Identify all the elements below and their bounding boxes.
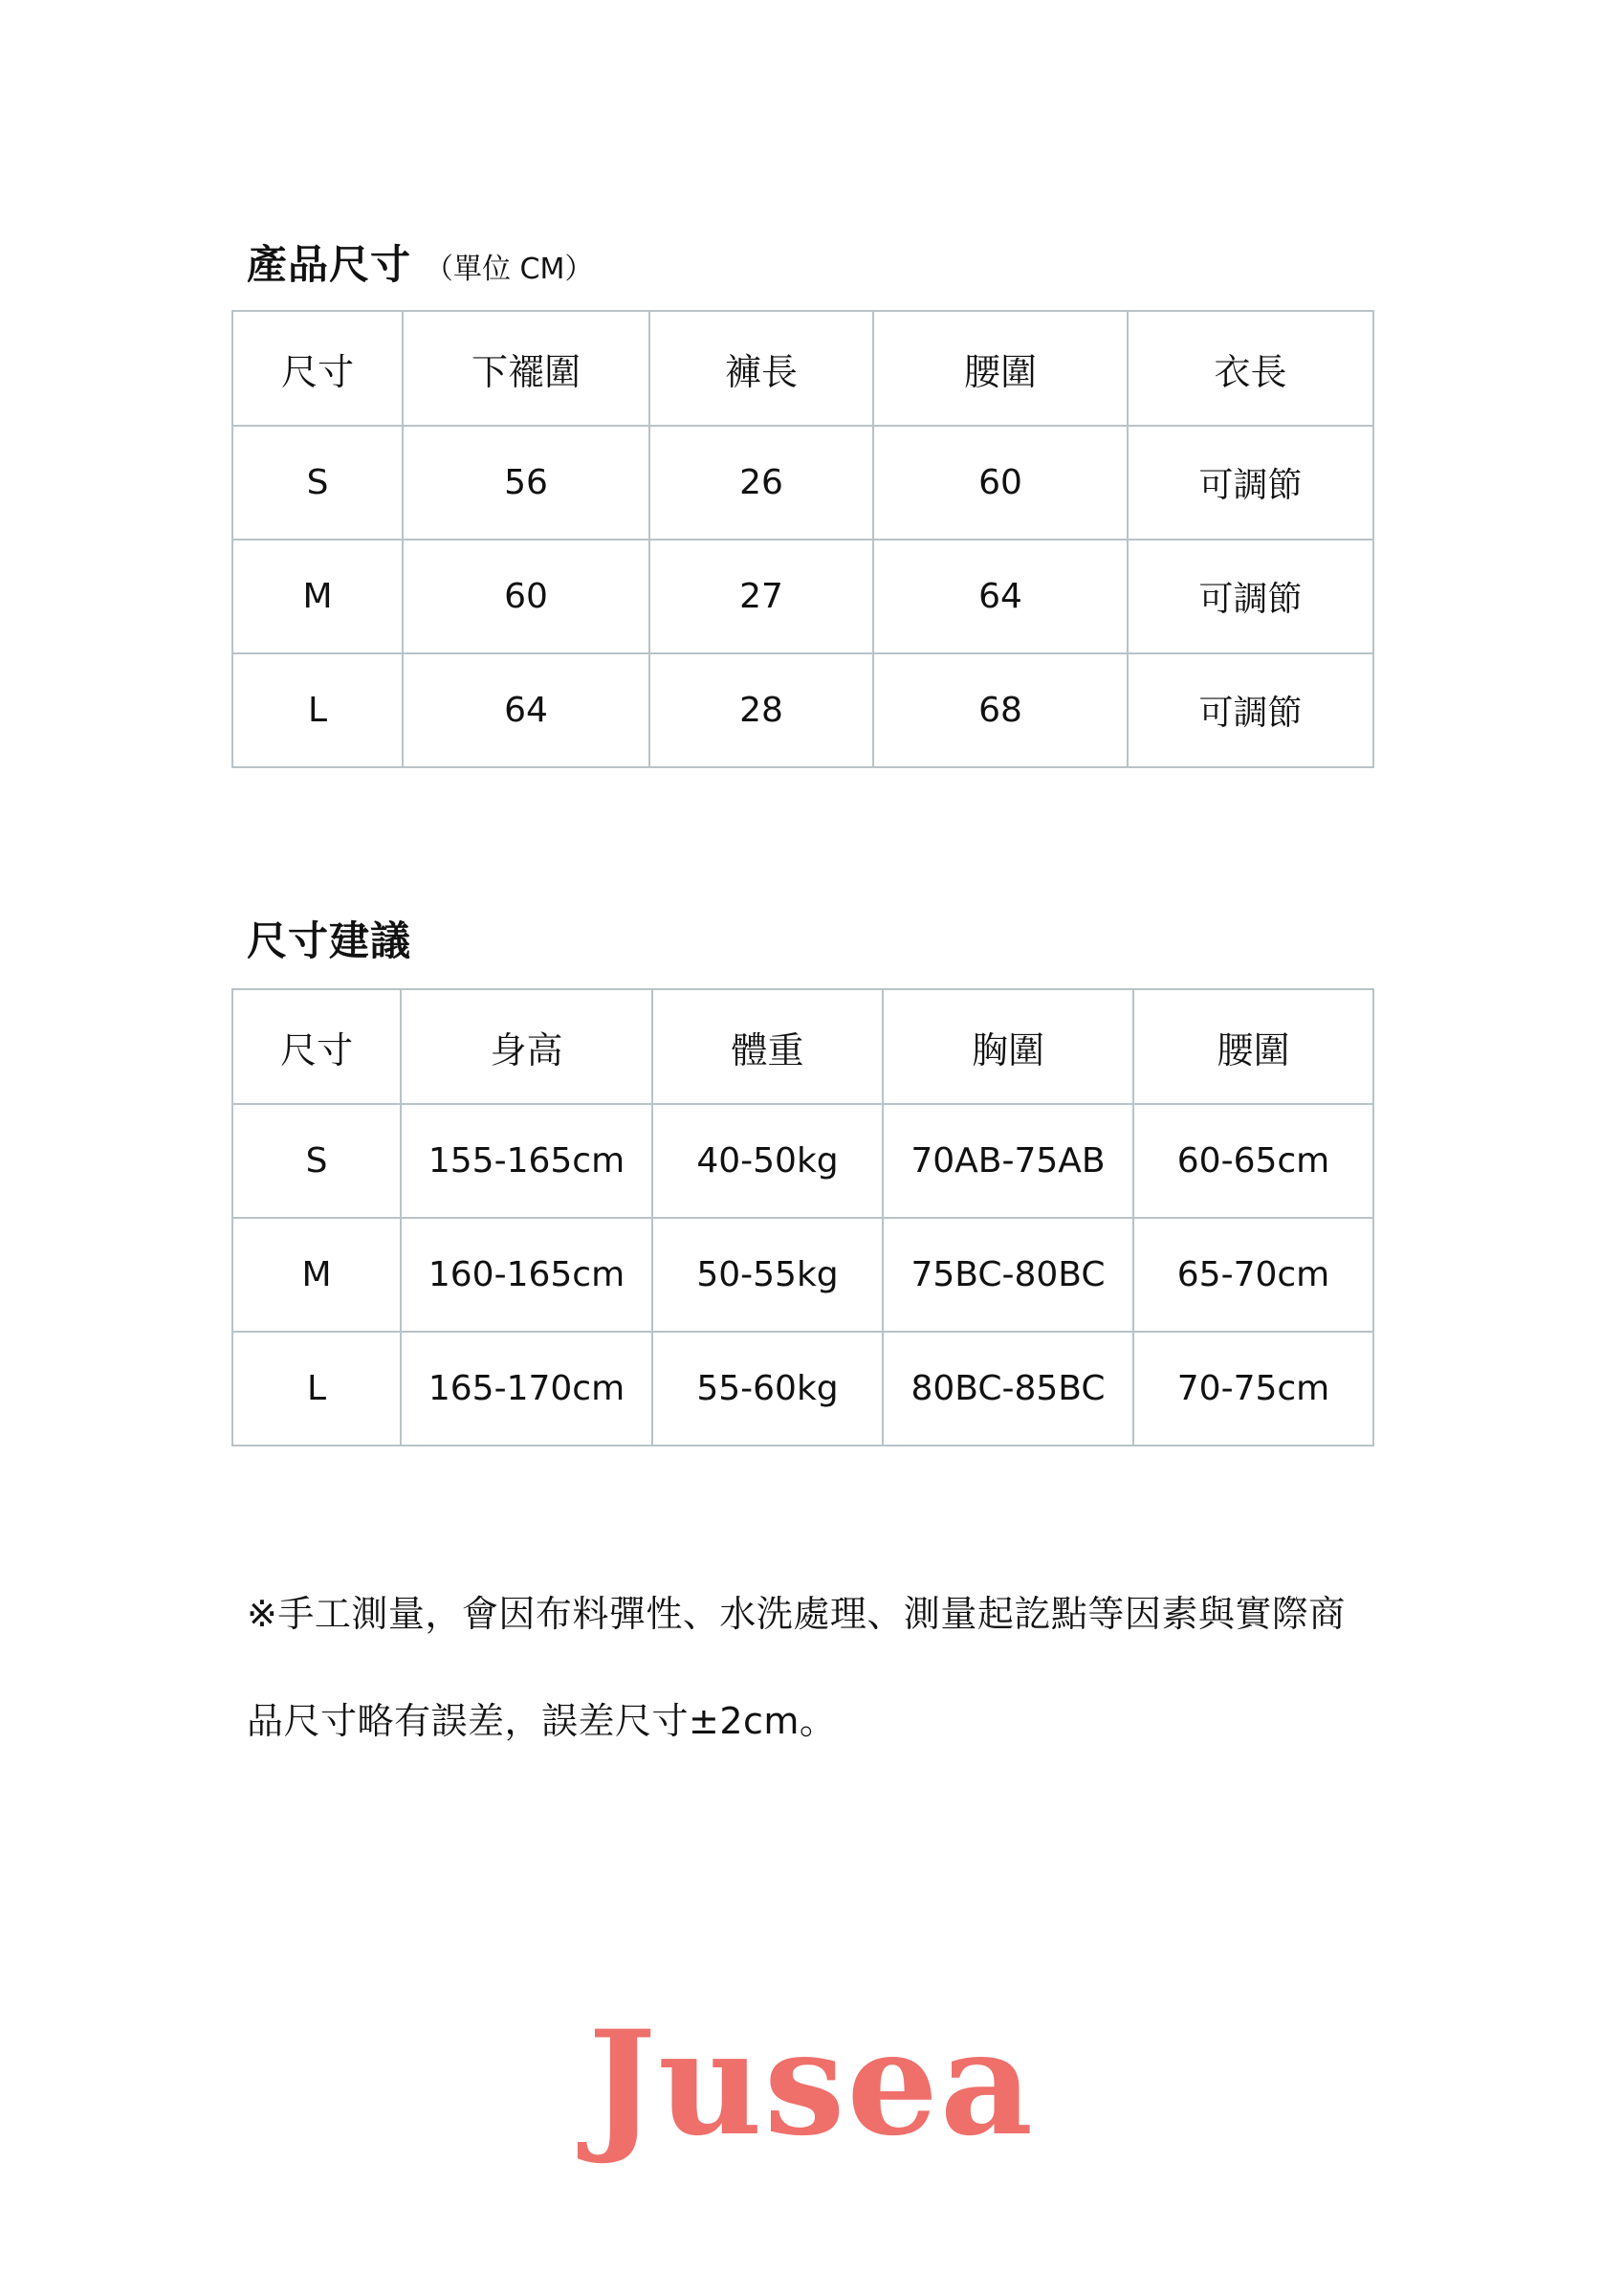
table-cell: M [232,540,403,653]
table-cell: 60 [403,540,649,653]
table-cell: L [232,653,403,767]
table-cell: S [232,1104,401,1218]
table-cell: 165-170cm [401,1332,652,1446]
table-header-row [232,989,1373,1104]
table-cell: 68 [873,653,1128,767]
header-cell: 衣長 [1128,311,1373,426]
table-cell: 70-75cm [1133,1332,1373,1446]
table-cell: 65-70cm [1133,1218,1373,1332]
table-cell: 60 [873,426,1128,540]
table-cell: 26 [649,426,873,540]
measurement-note-line-1: ※手工測量，會因布料彈性、水洗處理、測量起訖點等因素與實際商 [247,1593,1346,1635]
table-cell: 64 [873,540,1128,653]
product-size-title-text: 產品尺寸 [247,241,412,288]
size-suggestion-title [247,910,411,967]
header-cell: 褲長 [649,311,873,426]
table-cell: 可調節 [1128,540,1373,653]
header-cell: 腰圍 [873,311,1128,426]
table-cell: L [232,1332,401,1446]
header-cell: 身高 [401,989,652,1104]
table-cell: 80BC-85BC [883,1332,1133,1446]
table-row [232,540,1373,653]
header-cell: 體重 [652,989,883,1104]
table-cell: 56 [403,426,649,540]
table-cell: 155-165cm [401,1104,652,1218]
size-suggestion-title-text: 尺寸建議 [247,917,412,964]
table-cell: 27 [649,540,873,653]
table-cell: 28 [649,653,873,767]
table-cell: 160-165cm [401,1218,652,1332]
product-size-title [247,233,593,291]
table-cell: 64 [403,653,649,767]
header-cell: 下襬圍 [403,311,649,426]
header-cell: 尺寸 [232,989,401,1104]
measurement-note-line-2: 品尺寸略有誤差，誤差尺寸±2cm。 [247,1700,837,1742]
table-cell: 50-55kg [652,1218,883,1332]
table-cell: M [232,1218,401,1332]
table-cell: 70AB-75AB [883,1104,1133,1218]
header-cell: 胸圍 [883,989,1133,1104]
table-cell: 可調節 [1128,426,1373,540]
brand-logo: Jusea [587,1999,1036,2168]
table-cell: 可調節 [1128,653,1373,767]
table-cell: 55-60kg [652,1332,883,1446]
table-row [232,1332,1373,1446]
size-suggestion-table [231,988,1374,1446]
header-cell: 腰圍 [1133,989,1373,1104]
table-cell: S [232,426,403,540]
product-size-table [231,310,1374,768]
table-row [232,1218,1373,1332]
table-row [232,1104,1373,1218]
table-cell: 60-65cm [1133,1104,1373,1218]
table-row [232,426,1373,540]
table-header-row [232,311,1373,426]
table-cell: 75BC-80BC [883,1218,1133,1332]
header-cell: 尺寸 [232,311,403,426]
table-cell: 40-50kg [652,1104,883,1218]
product-size-unit-note: （單位 CM） [425,253,594,286]
table-row [232,653,1373,767]
